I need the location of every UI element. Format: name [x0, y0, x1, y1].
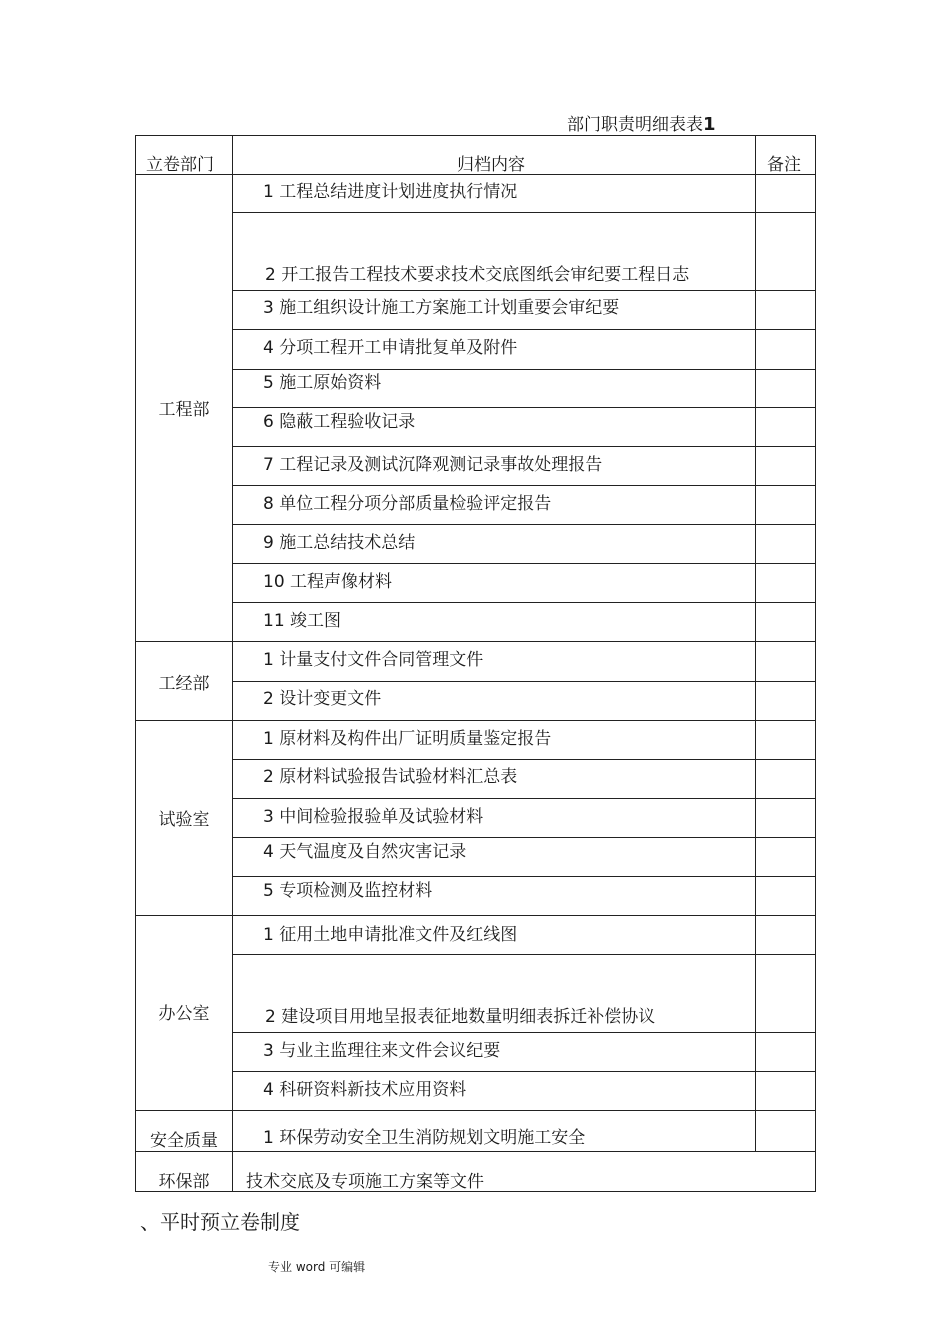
table-cell-content: 2 原材料试验报告试验材料汇总表 [263, 767, 518, 787]
row-line [232, 837, 816, 838]
row-line [232, 681, 816, 682]
table-cell-content: 1 原材料及构件出厂证明质量鉴定报告 [263, 729, 552, 749]
dept-environment: 环保部 [158, 1172, 210, 1192]
table-cell-content: 1 征用土地申请批准文件及红线图 [263, 925, 518, 945]
table-cell-content: 7 工程记录及测试沉降观测记录事故处理报告 [263, 455, 603, 475]
table-divider-note [755, 135, 756, 1151]
dept-engineering: 工程部 [158, 400, 210, 420]
table-cell-content: 3 施工组织设计施工方案施工计划重要会审纪要 [263, 298, 620, 318]
row-line [232, 876, 816, 877]
table-cell-content: 6 隐蔽工程验收记录 [263, 412, 416, 432]
group-divider [135, 1151, 816, 1152]
row-line [232, 954, 816, 955]
row-line [232, 602, 816, 603]
group-divider [135, 1110, 816, 1111]
row-line [232, 369, 816, 370]
table-cell-content: 1 计量支付文件合同管理文件 [263, 650, 484, 670]
table-cell-content: 4 科研资料新技术应用资料 [263, 1080, 467, 1100]
table-cell-content: 2 设计变更文件 [263, 689, 382, 709]
row-line [232, 1032, 816, 1033]
group-divider [135, 720, 816, 721]
table-cell-content: 2 开工报告工程技术要求技术交底图纸会审纪要工程日志 [265, 265, 690, 285]
table-cell-content: 1 环保劳动安全卫生消防规划文明施工安全 [263, 1128, 586, 1148]
row-line [232, 759, 816, 760]
header-note: 备注 [767, 155, 801, 175]
row-line [232, 563, 816, 564]
caption-text: 部门职责明细表表 [567, 115, 703, 135]
footer-note: 专业 word 可编辑 [268, 1260, 366, 1274]
row-line [232, 1071, 816, 1072]
row-line [232, 798, 816, 799]
row-line [232, 524, 816, 525]
table-cell-content: 2 建设项目用地呈报表征地数量明细表拆迁补偿协议 [265, 1007, 656, 1027]
header-dept: 立卷部门 [146, 155, 214, 175]
table-border-top [135, 135, 816, 136]
row-line [232, 446, 816, 447]
group-divider [135, 915, 816, 916]
table-border-left [135, 135, 136, 1192]
table-cell-content: 3 与业主监理往来文件会议纪要 [263, 1041, 501, 1061]
dept-safety-quality: 安全质量 [150, 1131, 218, 1151]
table-cell-content: 4 天气温度及自然灾害记录 [263, 842, 467, 862]
header-content: 归档内容 [457, 155, 525, 175]
group-divider [135, 641, 816, 642]
row-line [232, 212, 816, 213]
table-cell-content: 11 竣工图 [263, 611, 342, 631]
table-cell-content: 8 单位工程分项分部质量检验评定报告 [263, 494, 552, 514]
table-border-right [815, 135, 816, 1192]
row-line [232, 485, 816, 486]
row-line [232, 329, 816, 330]
row-line [232, 407, 816, 408]
table-cell-content: 3 中间检验报验单及试验材料 [263, 807, 484, 827]
caption-number: 1 [703, 114, 716, 135]
table-divider-dept [232, 135, 233, 1192]
table-cell-content: 10 工程声像材料 [263, 572, 393, 592]
table-cell-content: 技术交底及专项施工方案等文件 [246, 1172, 484, 1192]
table-cell-content: 9 施工总结技术总结 [263, 533, 416, 553]
dept-office: 办公室 [158, 1004, 210, 1024]
dept-laboratory: 试验室 [158, 810, 210, 830]
row-line [232, 290, 816, 291]
table-cell-content: 1 工程总结进度计划进度执行情况 [263, 182, 518, 202]
table-cell-content: 4 分项工程开工申请批复单及附件 [263, 338, 518, 358]
table-cell-content: 5 专项检测及监控材料 [263, 881, 433, 901]
section-heading: 、平时预立卷制度 [140, 1210, 300, 1234]
table-cell-content: 5 施工原始资料 [263, 373, 382, 393]
dept-economics: 工经部 [158, 674, 210, 694]
